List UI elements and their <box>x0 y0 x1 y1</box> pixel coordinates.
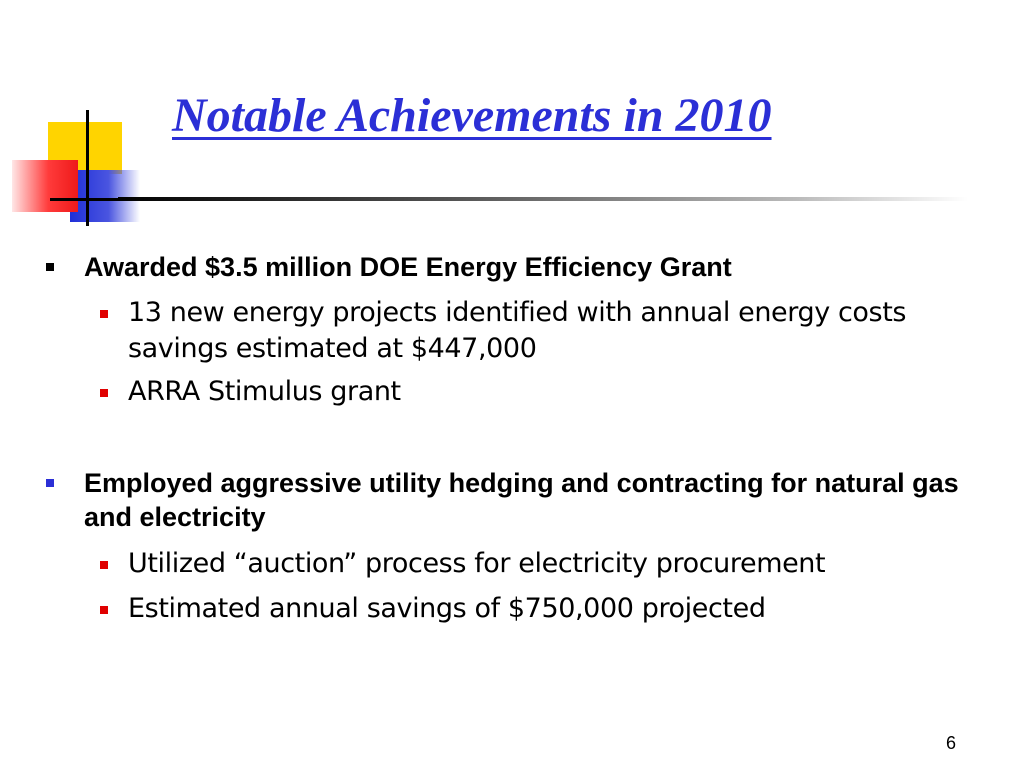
sub-list-item <box>128 591 968 627</box>
square-bullet-icon <box>100 561 108 569</box>
blue-square <box>70 170 140 222</box>
list-item-text: Employed aggressive utility hedging and contracting for natural gas and electricity <box>84 468 959 532</box>
page-number: 6 <box>946 733 957 753</box>
decorative-logo <box>0 0 150 240</box>
horizontal-line <box>50 198 120 201</box>
sub-list-item <box>128 295 968 367</box>
list-item-text: Awarded $3.5 million DOE Energy Efficiency Grant <box>84 252 732 282</box>
list-item <box>84 250 1004 284</box>
sub-list-item-text: Utilized “auction” process for electricity procurement <box>128 548 826 579</box>
slide-title: Notable Achievements in 2010 <box>172 89 772 142</box>
sub-list-item-text: 13 new energy projects identified with annual energy costs savings estimated at $447,000 <box>128 297 907 364</box>
vertical-line <box>86 110 89 226</box>
sub-list-item-text: ARRA Stimulus grant <box>128 376 401 407</box>
sub-list-item <box>128 546 968 582</box>
title-rule <box>118 197 968 201</box>
square-bullet-icon <box>46 263 54 271</box>
list-item <box>84 466 1004 534</box>
square-bullet-icon <box>100 310 108 318</box>
square-bullet-icon <box>46 479 54 487</box>
sub-list-item <box>128 374 968 410</box>
square-bullet-icon <box>100 389 108 397</box>
square-bullet-icon <box>100 606 108 614</box>
red-square <box>12 160 78 212</box>
sub-list-item-text: Estimated annual savings of $750,000 projected <box>128 593 766 624</box>
